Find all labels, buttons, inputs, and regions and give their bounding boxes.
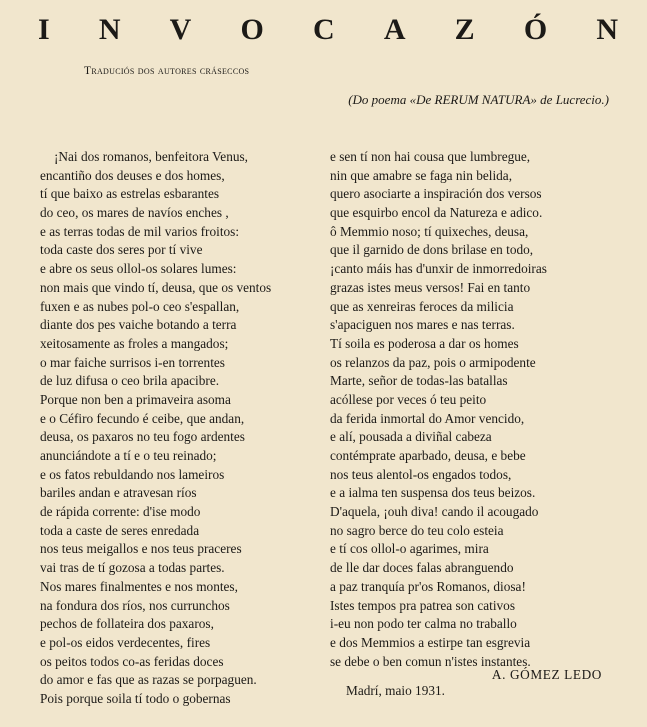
verse-line: no sagro berce do teu colo esteia <box>330 522 504 538</box>
verse-line: contémprate aparbado, deusa, e bebe <box>330 448 526 463</box>
title-letter: N <box>596 13 618 46</box>
verse-line: Pois porque soila tí todo o gobernas <box>40 690 231 706</box>
left-column <box>40 148 271 709</box>
verse-line: e alí, pousada a diviñal cabeza <box>330 429 492 445</box>
verse-line: pechos de follateira dos paxaros, <box>40 616 214 632</box>
verse-line: tí que baixo as estrelas esbarantes <box>40 186 220 202</box>
verse-line: bariles andan e atravesan ríos <box>40 485 197 501</box>
verse-line: anunciándote a tí e o teu reinado; <box>40 448 217 463</box>
verse-line: Nos mares finalmentes e nos montes, <box>40 578 238 594</box>
verse-line: deusa, os paxaros no teu fogo ardentes <box>40 429 245 445</box>
verse-line: xeitosamente as froles a mangados; <box>40 335 229 351</box>
title-letter: C <box>313 13 335 46</box>
verse-line: s'apaciguen nos mares e nas terras. <box>330 317 515 333</box>
verse-line: ¡Nai dos romanos, benfeitora Venus, <box>54 149 248 164</box>
verse-line: quero asociarte a inspiración dos versos <box>330 186 542 202</box>
verse-line: toda a caste de seres enredada <box>40 522 200 538</box>
title-letter: A <box>383 13 406 46</box>
verse-line: acóllese por veces ó teu peito <box>330 391 487 407</box>
verse-line: do ceo, os mares de navíos enches , <box>40 205 229 221</box>
verse-line: ô Memmio noso; tí quixeches, deusa, <box>330 223 529 239</box>
verse-line: o mar faiche surrisos i-en torrentes <box>40 354 225 370</box>
verse-line: na fondura dos ríos, nos currunchos <box>40 597 230 613</box>
verse-line: non mais que vindo tí, deusa, que os ventos <box>40 279 272 295</box>
verse-line: se debe o ben comun n'istes instantes. <box>330 653 531 669</box>
verse-line: e a ialma ten suspensa dos teus beizos. <box>330 485 536 501</box>
author-signature: A. GÓMEZ LEDO <box>491 667 602 682</box>
title-letter: Ó <box>523 13 548 46</box>
title-letter: O <box>240 13 264 46</box>
verse-line: vai tras de tí gozosa a todas partes. <box>40 560 225 576</box>
title-letter: N <box>98 13 121 46</box>
verse-line: e abre os seus ollol-os solares lumes: <box>40 261 237 277</box>
verse-line: Istes tempos pra patrea son cativos <box>330 597 515 613</box>
verse-line: de rápida corrente: d'ise modo <box>40 504 201 520</box>
place-date: Madrí, maio 1931. <box>346 683 445 698</box>
series-subtitle: Traduciós dos autores cráseccos <box>84 65 250 77</box>
verse-line: e tí cos ollol-o agarimes, mira <box>330 541 489 557</box>
verse-line: e dos Memmios a estirpe tan esgrevia <box>330 634 531 650</box>
verse-line: nos teus meigallos e nos teus praceres <box>40 541 242 557</box>
verse-line: nin que amabre se faga nin belida, <box>330 167 513 183</box>
verse-line: e pol-os eidos verdecentes, fires <box>40 634 211 650</box>
poem-title <box>38 10 618 50</box>
verse-line: Tí soila es poderosa a dar os homes <box>330 335 519 351</box>
verse-line: e os fatos rebuldando nos lameiros <box>40 466 225 482</box>
verse-line: a paz tranquía pr'os Romanos, diosa! <box>330 578 526 594</box>
verse-line: e as terras todas de mil varios froitos: <box>40 223 240 239</box>
right-column <box>330 148 547 671</box>
verse-line: que as xenreiras feroces da milicia <box>330 298 514 314</box>
verse-line: fuxen e as nubes pol-o ceo s'espallan, <box>40 298 240 314</box>
verse-line: toda caste dos seres por tí vive <box>40 242 203 258</box>
verse-line: da ferida inmortal do Amor vencido, <box>330 410 525 426</box>
verse-line: nos teus alentol-os engados todos, <box>330 466 512 482</box>
verse-line: e o Céfiro fecundo é ceibe, que andan, <box>40 410 245 426</box>
verse-line: que esquirbo encol da Natureza e adico. <box>330 205 543 221</box>
verse-line: do amor e fas que as razas se porpaguen. <box>40 672 257 688</box>
title-letter: Z <box>454 13 475 46</box>
verse-line: D'aquela, ¡ouh diva! cando il acougado <box>330 504 539 520</box>
verse-line: i-eu non podo ter calma no traballo <box>330 616 517 632</box>
verse-line: que il garnido de dons brilase en todo, <box>330 242 534 258</box>
verse-line: de luz difusa o ceo brila apacibre. <box>40 373 220 389</box>
verse-line: de lle dar doces falas abranguendo <box>330 560 514 576</box>
verse-line: diante dos pes vaiche botando a terra <box>40 317 237 333</box>
verse-line: os peitos todos co-as feridas doces <box>40 653 224 669</box>
verse-line: Porque non ben a primaveira asoma <box>40 391 231 407</box>
verse-line: encantiño dos deuses e dos homes, <box>40 167 225 183</box>
verse-line: ¡canto máis has d'unxir de inmorredoiras <box>330 261 547 277</box>
verse-line: e sen tí non hai cousa que lumbregue, <box>330 149 531 164</box>
verse-line: grazas istes meus versos! Fai en tanto <box>330 279 531 295</box>
title-letter: V <box>169 13 192 46</box>
poem-source: (Do poema «De RERUM NATURA» de Lucrecio.) <box>348 92 609 107</box>
verse-line: Marte, señor de todas-las batallas <box>330 373 508 389</box>
title-letter: I <box>38 13 50 46</box>
verse-line: os relanzos da paz, pois o armipodente <box>330 354 536 370</box>
